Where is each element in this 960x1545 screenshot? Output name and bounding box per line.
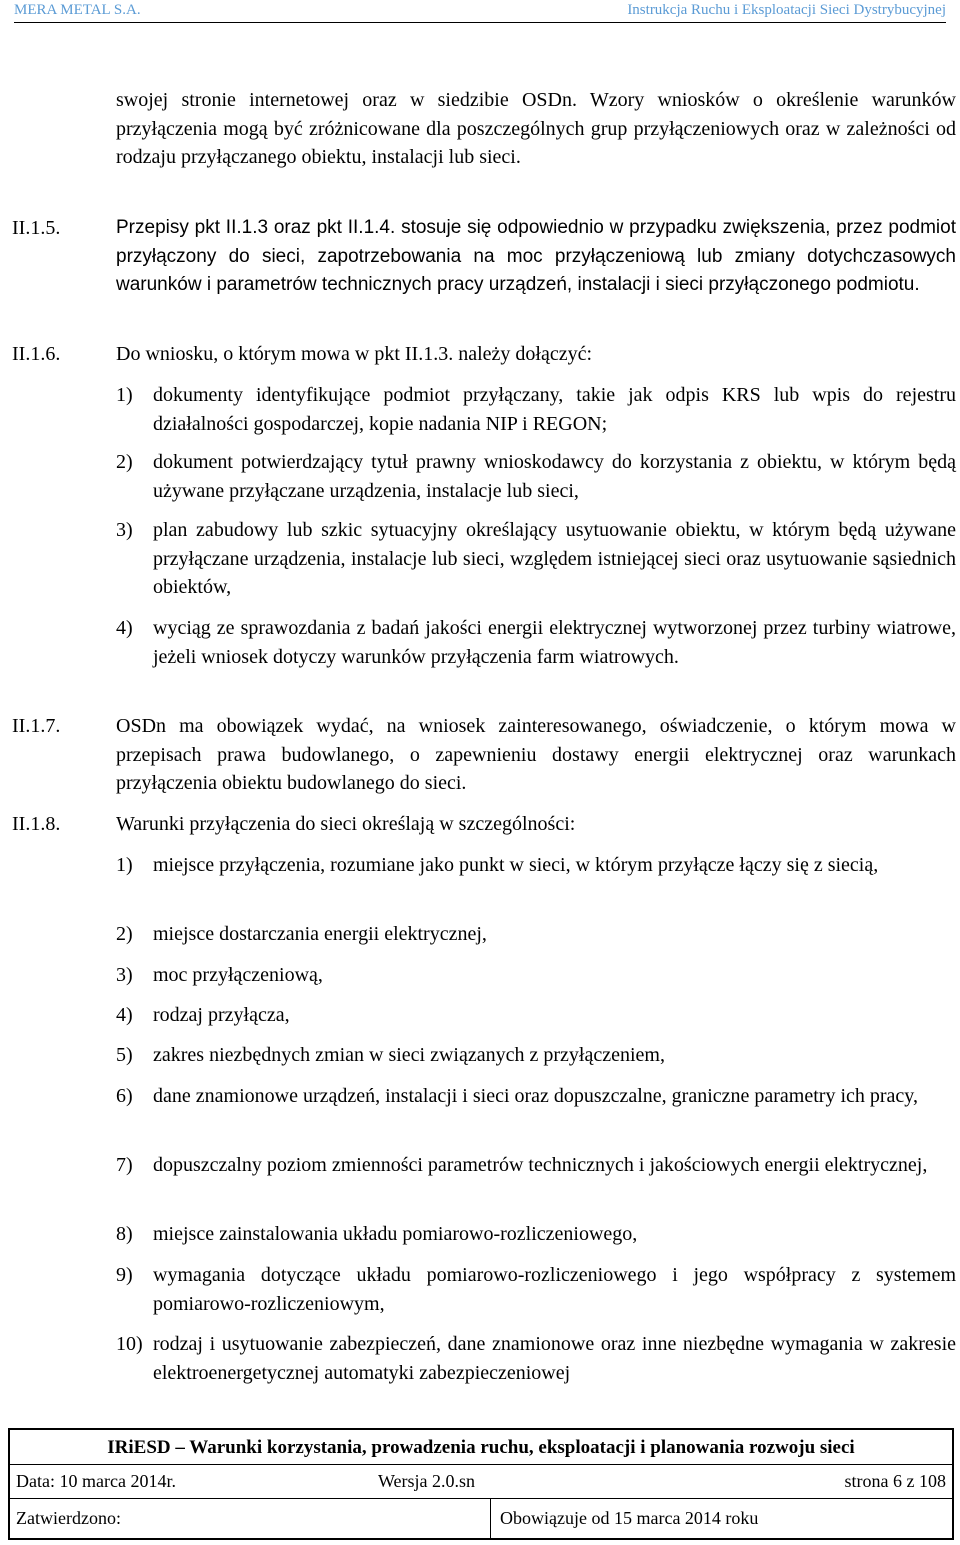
- list-item-text: wymagania dotyczące układu pomiarowo-rozliczeniowego i jego współpracy z systemem pomiarowo-rozliczeniowym,: [153, 1264, 956, 1315]
- footer-title: IRiESD – Warunki korzystania, prowadzenia ruchu, eksploatacji i planowania rozwoju sieci: [10, 1430, 952, 1465]
- list-item-number: 2): [116, 923, 133, 945]
- header-company: MERA METAL S.A.: [14, 2, 141, 18]
- list-item-number: 6): [116, 1085, 133, 1107]
- list-item-text: dopuszczalny poziom zmienności parametrów technicznych i jakościowych energii elektrycznej,: [153, 1154, 928, 1176]
- list-item: [116, 448, 956, 505]
- list-item: [116, 516, 956, 602]
- list-item-text: wyciąg ze sprawozdania z badań jakości energii elektrycznej wytworzonej przez turbiny wiatrowe, jeżeli wniosek dotyczy warunków przyłączenia farm wiatrowych.: [153, 617, 956, 668]
- list-item-number: 4): [116, 1004, 133, 1026]
- section-number-118: II.1.8.: [12, 813, 61, 835]
- section-115-text: Przepisy pkt II.1.3 oraz pkt II.1.4. stosuje się odpowiednio w przypadku zwiększenia, przez podmiot przyłączony do sieci, zapotrzebowania na moc przyłączeniową lub zmiany dotychczasowych warunków i parametrów technicznych pracy urządzeń, instalacji i sieci przyłączonego podmiotu.: [116, 217, 956, 295]
- list-item-number: 1): [116, 384, 133, 406]
- list-item-number: 5): [116, 1044, 133, 1066]
- list-item-text: rodzaj przyłącza,: [153, 1004, 290, 1026]
- footer-approved-label: Zatwierdzono:: [16, 1508, 121, 1528]
- section-118-text: Warunki przyłączenia do sieci określają w szczególności:: [116, 813, 576, 835]
- section-number-117: II.1.7.: [12, 715, 61, 737]
- list-item: [116, 1001, 956, 1030]
- list-item: [116, 1261, 956, 1318]
- footer-effective-date: Obowiązuje od 15 marca 2014 roku: [500, 1508, 759, 1528]
- list-item: [116, 381, 956, 438]
- list-item-number: 4): [116, 617, 133, 639]
- footer-approval-row: [10, 1498, 952, 1538]
- list-item-text: dokumenty identyfikujące podmiot przyłączany, takie jak odpis KRS lub wpis do rejestru działalności gospodarczej, kopie nadania NIP i REGON;: [153, 384, 956, 435]
- section-number-116: II.1.6.: [12, 343, 61, 365]
- section-number-115: II.1.5.: [12, 217, 61, 239]
- list-item: [116, 1151, 956, 1180]
- list-item-number: 10): [116, 1333, 143, 1355]
- list-item-number: 2): [116, 451, 133, 473]
- list-item-text: moc przyłączeniową,: [153, 964, 323, 986]
- header-document-title: Instrukcja Ruchu i Eksploatacji Sieci Dystrybucyjnej: [627, 2, 946, 18]
- list-item: [116, 920, 956, 949]
- intro-paragraph: swojej stronie internetowej oraz w siedzibie OSDn. Wzory wniosków o określenie warunków przyłączenia mogą być zróżnicowane dla poszczególnych grup przyłączeniowych oraz w zależności od rodzaju przyłączanego obiektu, instalacji lub sieci.: [116, 89, 956, 168]
- list-item: [116, 1041, 956, 1070]
- list-item-text: zakres niezbędnych zmian w sieci związanych z przyłączeniem,: [153, 1044, 665, 1066]
- list-item: [116, 1082, 956, 1111]
- list-item-number: 9): [116, 1264, 133, 1286]
- section-116-text: Do wniosku, o którym mowa w pkt II.1.3. należy dołączyć:: [116, 343, 593, 365]
- list-item-text: miejsce zainstalowania układu pomiarowo-rozliczeniowego,: [153, 1223, 638, 1245]
- list-item-number: 1): [116, 854, 133, 876]
- footer-page-number: strona 6 z 108: [844, 1471, 946, 1491]
- list-item-number: 8): [116, 1223, 133, 1245]
- list-item: [116, 1220, 956, 1249]
- list-item-text: rodzaj i usytuowanie zabezpieczeń, dane znamionowe oraz inne niezbędne wymagania w zakresie elektroenergetycznej automatyki zabezpieczeniowej: [153, 1333, 956, 1384]
- footer-info-row: [10, 1464, 952, 1499]
- page-header: [14, 0, 946, 23]
- list-item-text: plan zabudowy lub szkic sytuacyjny określający usytuowanie obiektu, w którym będą używane przyłączane urządzenia, instalacje lub sieci, względem istniejącej sieci oraz usytuowanie sąsiednich obiektów,: [153, 519, 956, 598]
- footer-date: Data: 10 marca 2014r.: [16, 1471, 176, 1491]
- list-item-text: miejsce dostarczania energii elektrycznej,: [153, 923, 487, 945]
- list-item-number: 3): [116, 964, 133, 986]
- list-item-text: miejsce przyłączenia, rozumiane jako punkt w sieci, w którym przyłącze łączy się z siecią,: [153, 854, 879, 876]
- footer-version: Wersja 2.0.sn: [378, 1471, 476, 1491]
- list-item: [116, 851, 956, 880]
- footer-divider: [490, 1498, 491, 1538]
- list-item-text: dokument potwierdzający tytuł prawny wnioskodawcy do korzystania z obiektu, w którym będą używane przyłączane urządzenia, instalacje lub sieci,: [153, 451, 956, 502]
- list-item-number: 7): [116, 1154, 133, 1176]
- page-footer: [8, 1428, 954, 1540]
- section-117-text: OSDn ma obowiązek wydać, na wniosek zainteresowanego, oświadczenie, o którym mowa w przepisach prawa budowlanego, o zapewnieniu dostawy energii elektrycznej oraz warunkach przyłączenia obiektu budowlanego do sieci.: [116, 715, 956, 794]
- list-item: [116, 614, 956, 671]
- list-item: [116, 1330, 956, 1387]
- list-item: [116, 961, 956, 990]
- list-item-text: dane znamionowe urządzeń, instalacji i sieci oraz dopuszczalne, graniczne parametry ich pracy,: [153, 1085, 918, 1107]
- list-item-number: 3): [116, 519, 133, 541]
